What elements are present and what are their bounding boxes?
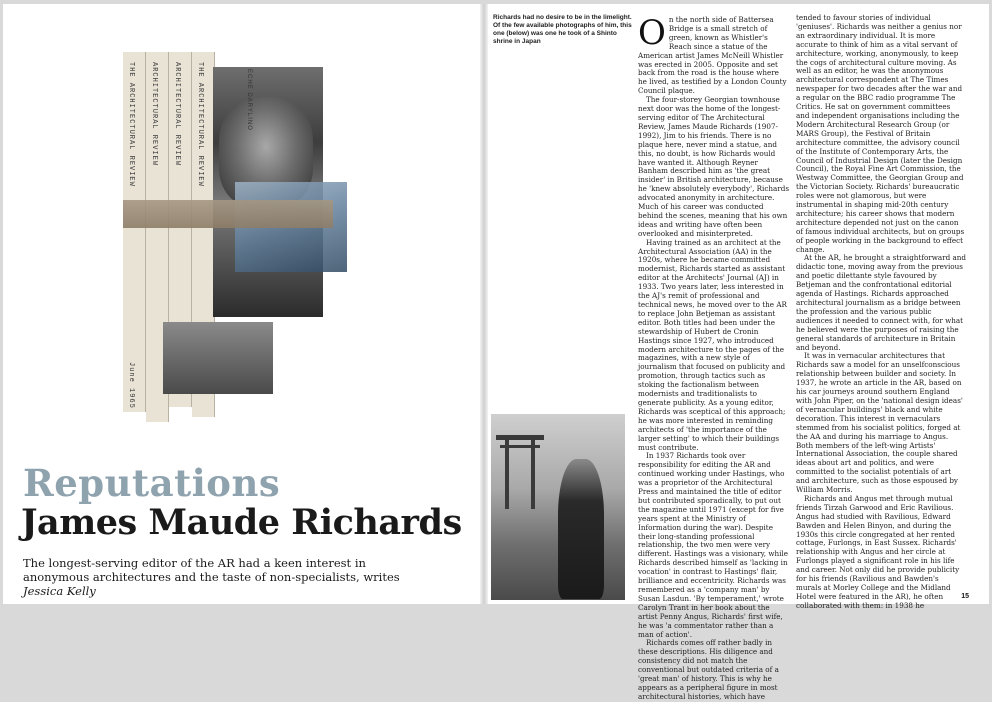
spine-4: THE ARCHITECTURAL REVIEW xyxy=(192,52,215,417)
photo-caption: Richards had no desire to be in the limelight. Of the few available photographs of him, this one (below) was one he took of a Shinto shrine in Japan xyxy=(493,14,632,45)
paragraph: Richards comes off rather badly in these descriptions. His diligence and consistency did not match the conventional but outdated criteria of a 'great man' of history. This is why he appears as a peripheral figure in most architectural histories, which have xyxy=(638,638,779,701)
drop-cap: O xyxy=(638,13,666,53)
section-title: Reputations xyxy=(23,461,281,505)
building-photo-fragment xyxy=(163,322,273,394)
collage-image xyxy=(123,52,348,422)
spine-3: ARCHITECTURAL REVIEW xyxy=(169,52,192,407)
gutter xyxy=(480,4,488,604)
paragraph: In 1937 Richards took over responsibility for editing the AR and continued working under Hastings, who was a proprietor of the Architectural Press and maintained the title of editor but contributed sporadically, to put out the magazine until 1971 (except for five years spent at the Ministry of Information during the war). Despite their long-standing professional relationship, the two men were very different. Hastings was a visionary, while Richards described himself as 'lacking in vocation' in contrast to Hastings' flair, brilliance and eccentricity. Richards was remembered as a 'company man' by Susan Lasdun. 'By temperament,' wrote Carolyn Trant in her book about the artist Penny Angus, Richards' first wife, he was 'a commentator rather than a man of action'. xyxy=(638,451,788,639)
collage-credit: ECHE DARYLINO xyxy=(246,69,252,131)
paragraph: tended to favour stories of individual 'geniuses'. Richards was neither a genius nor an extraordinary individual. It is more accurate to think of him as a vital servant of architecture, working, anonymously, to keep the cogs of architectural culture moving. As well as an editor, he was the anonymous architectural correspondent at The Times newspaper for two decades after the war and a regular on the BBC radio programme The Critics. He sat on government committees and independent organisations including the Modern Architectural Research Group (or MARS Group), the Festival of Britain architecture committee, the advisory council of the Institute of Contemporary Arts, the Council of Industrial Design (later the Design Council), the Royal Fine Art Commission, the Westway Committee, the Georgian Group and the Victorian Society. Richards' bureaucratic roles were not glamorous, but were instrumental in shaping mid-20th century architecture; his career shows that modern architecture depended not just on the canon of famous individual architects, but on groups of people working in the background to effect change. xyxy=(796,13,965,254)
text-column-1 xyxy=(638,13,790,701)
spine-1: THE ARCHITECTURAL REVIEW xyxy=(123,52,146,412)
spine-6 xyxy=(323,72,325,112)
article-title: James Maude Richards xyxy=(21,502,462,543)
paragraph: n the north side of Battersea Bridge is a small stretch of green, known as Whistler's Reach since a statue of the American artist James McNeill Whistler was erected in 2005. Opposite and set back from the road is the house where he lived, as testified by a London County Council plaque. xyxy=(638,15,787,96)
torii-gate xyxy=(496,429,544,509)
page-number: 15 xyxy=(961,593,969,600)
paragraph: At the AR, he brought a straightforward and didactic tone, moving away from the previous and poetic dilettante style favoured by Betjeman and the confrontational editorial agenda of Hastings. Richards approached architectural journalism as a bridge between the profession and the various public audiences it needed to connect with, for what he believed were the purposes of raising the general standards of architecture in Britain and beyond. xyxy=(796,253,967,352)
standfirst: The longest-serving editor of the AR had a keen interest in anonymous architectures and the taste of non-specialists, writes Jessica Kelly xyxy=(23,556,400,598)
man-figure xyxy=(558,459,604,599)
author-name: Jessica Kelly xyxy=(23,584,96,598)
spine-date: June 1965 xyxy=(127,362,135,409)
right-page xyxy=(488,4,989,701)
paragraph: It was in vernacular architectures that Richards saw a model for an unselfconscious relationship between builder and society. In 1937, he wrote an article in the AR, based on his car journeys around southern England with John Piper, on the 'national design ideas' of vernacular buildings' black and white decoration. This interest in vernaculars stemmed from his socialist politics, forged at the AA and during his marriage to Angus. Both members of the left-wing Artists' International Association, the couple shared ideas about art and politics, and were committed to the socialist potentials of art and architecture, such as those espoused by William Morris. xyxy=(796,351,963,495)
wood-strip xyxy=(123,200,333,228)
paragraph: Having trained as an architect at the Architectural Association (AA) in the 1920s, where he became committed modernist, Richards started as assistant editor at the Architects' Journal (AJ) in 1933. Two years later, less interested in the AJ's remit of professional and technical news, he moved over to the AR to replace John Betjeman as assistant editor. Both titles had been under the stewardship of Hubert de Cronin Hastings since 1927, who introduced modern architecture to the pages of the magazines, with a new style of journalism that focused on publicity and promotion, through tactics such as stoking the factionalism between modernists and traditionalists to generate publicity. As a young editor, Richards was sceptical of this approach; he was more interested in reminding architects of 'the importance of the larger setting' to which their buildings must contribute. xyxy=(638,237,787,452)
left-page xyxy=(3,4,480,604)
spine-2: ARCHITECTURAL REVIEW xyxy=(146,52,169,422)
paragraph: The four-storey Georgian townhouse next door was the home of the longest-serving editor of The Architectural Review, James Maude Richards (1907-1992), Jim to his friends. There is no plaque here, never mind a statue, and this, no doubt, is how Richards would have wanted it. Although Reyner Banham described him as 'the great insider' in British architecture, because he 'knew absolutely everybody', Richards advocated anonymity in architecture. Much of his career was conducted behind the scenes, meaning that his own ideas and writing have often been overlooked and misinterpreted. xyxy=(638,95,790,238)
paragraph: Richards and Angus met through mutual friends Tirzah Garwood and Eric Ravilious. Angus had studied with Ravilious, Edward Bawden and Helen Binyon, and during the 1930s this circle congregated at her rented cottage, Furlongs, in East Sussex. Richards' relationship with Angus and her circle at Furlongs played a significant role in his life and career. Not only did he provide publicity for his friends (Ravilious and Bawden's murals at Morley College and the Midland Hotel were featured in the AR), he often collaborated with them: in 1938 he xyxy=(796,493,960,610)
